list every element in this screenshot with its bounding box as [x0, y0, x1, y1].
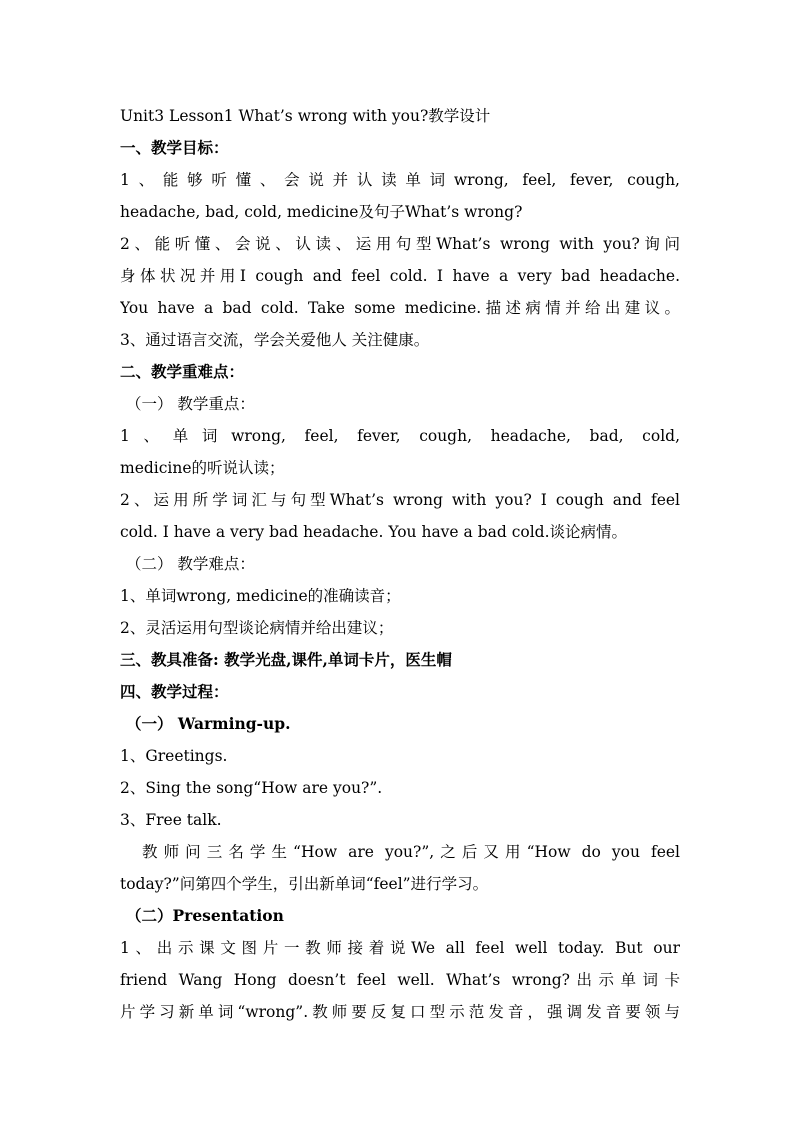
paragraph-line: 1、单词wrong, medicine的准确读音；	[120, 587, 401, 605]
paragraph-line: 3、Free talk.	[120, 811, 222, 829]
paragraph-line: 2、能听懂、会说、认读、运用句型What’s wrong with you?询问	[120, 235, 680, 253]
paragraph-line: 2、灵活运用句型谈论病情并给出建议；	[120, 619, 394, 637]
section-heading-key-points: 二、教学重难点：	[120, 362, 245, 381]
paragraph-line: cold. I have a very bad headache. You have a bad cold.谈论病情。	[120, 523, 628, 541]
paragraph-line: 3、通过语言交流，学会关爱他人 关注健康。	[120, 331, 430, 349]
paragraph-line: friend Wang Hong doesn’t feel well. What’s wrong?出示单词卡	[120, 971, 680, 989]
paragraph-line: 2、Sing the song“How are you?”.	[120, 779, 383, 797]
paragraph-line: today?”问第四个学生，引出新单词“feel”进行学习。	[120, 875, 489, 893]
paragraph-line: 1、能够听懂、会说并认读单词wrong, feel, fever, cough,	[120, 171, 680, 189]
paragraph-line: 身体状况并用I cough and feel cold. I have a very bad headache.	[120, 267, 680, 285]
paragraph-line: 1、单词wrong, feel, fever, cough, headache, bad, cold,	[120, 427, 680, 445]
paragraph-line: 1、Greetings.	[120, 747, 228, 765]
paragraph-line: 1、出示课文图片一教师接着说We all feel well today. But our	[120, 939, 680, 957]
subsection-heading: （二）Presentation	[126, 906, 284, 925]
section-heading-objectives: 一、教学目标：	[120, 138, 229, 157]
paragraph-line: 2、运用所学词汇与句型What’s wrong with you? I cough and feel	[120, 491, 680, 509]
paragraph-line: You have a bad cold. Take some medicine.描述病情并给出建议。	[120, 299, 680, 317]
paragraph-line: headache, bad, cold, medicine及句子What’s wrong?	[120, 203, 523, 221]
section-heading-materials: 三、教具准备: 教学光盘,课件,单词卡片，医生帽	[120, 650, 452, 669]
subsection-heading: （一） 教学重点：	[126, 395, 255, 413]
document-page	[120, 100, 680, 1028]
paragraph-line: 片学习新单词“wrong”.教师要反复口型示范发音，强调发音要领与	[120, 1003, 680, 1021]
paragraph-line: medicine的听说认读；	[120, 459, 285, 477]
subsection-heading: （二） 教学难点：	[126, 555, 255, 573]
subsection-heading: （一） Warming-up.	[126, 714, 291, 733]
section-heading-procedure: 四、教学过程：	[120, 682, 229, 701]
document-title: Unit3 Lesson1 What’s wrong with you?教学设计	[120, 107, 491, 125]
paragraph-line: 教师问三名学生“How are you?”,之后又用“How do you feel	[142, 843, 680, 861]
